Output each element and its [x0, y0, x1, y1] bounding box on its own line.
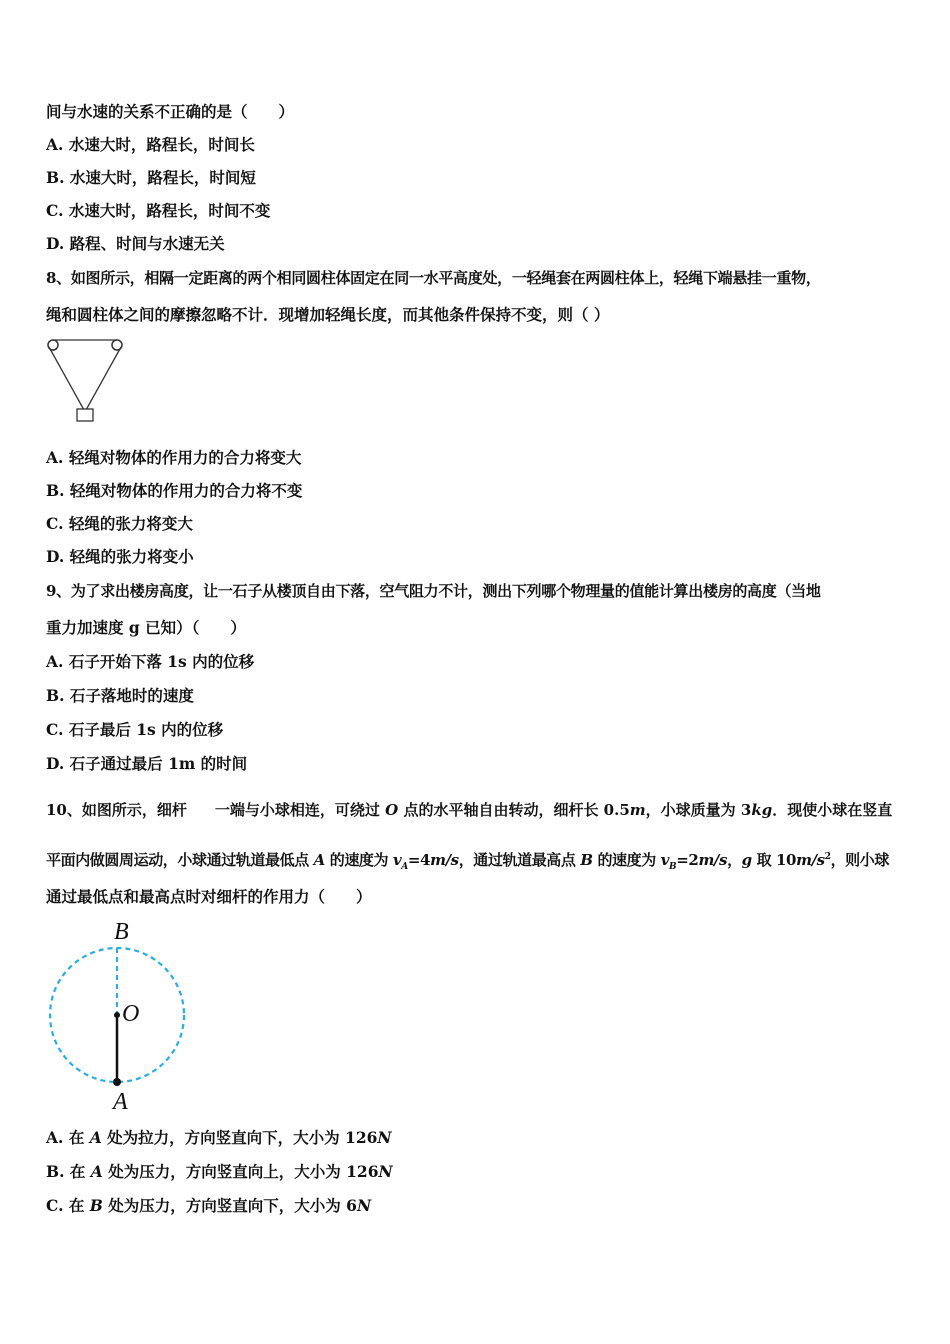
- q7-option-a: A. 水速大时，路程长，时间长: [46, 135, 255, 154]
- q7-option-c: C. 水速大时，路程长，时间不变: [46, 201, 271, 220]
- q8-figure-rope-cylinders: [44, 336, 128, 426]
- label-o: O: [122, 1001, 140, 1027]
- q10-stem-line1: 10、如图所示，细杆 一端与小球相连，可绕过 O 点的水平轴自由转动，细杆长 0.5m，小球质量为 3kg．现使小球在竖直: [46, 801, 893, 819]
- q7-option-d: D. 路程、时间与水速无关: [46, 234, 225, 253]
- q8-option-b: B. 轻绳对物体的作用力的合力将不变: [46, 481, 303, 500]
- q7-option-b: B. 水速大时，路程长，时间短: [46, 168, 256, 187]
- q8-option-d: D. 轻绳的张力将变小: [46, 547, 194, 566]
- q9-stem-line2: 重力加速度 g 已知）（ ）: [46, 618, 246, 637]
- q10-option-b: B. 在 A 处为压力，方向竖直向上，大小为 126N: [46, 1162, 393, 1181]
- q9-stem-line1: 9、为了求出楼房高度，让一石子从楼顶自由下落，空气阻力不计，测出下列哪个物理量的值能计算出楼房的高度（当地: [46, 582, 821, 600]
- q9-option-d: D. 石子通过最后 1m 的时间: [46, 754, 248, 773]
- q10-stem-line2: 平面内做圆周运动，小球通过轨道最低点 A 的速度为 $v_A=4m/s$，通过轨道最高点 B 的速度为 $v_B=2m/s$，g 取 $10m/s^2$，则小球: [46, 851, 889, 872]
- rope-left: [49, 347, 84, 410]
- q7-stem-tail: 间与水速的关系不正确的是（ ）: [46, 102, 295, 121]
- q8-stem-line2: 绳和圆柱体之间的摩擦忽略不计．现增加轻绳长度，而其他条件保持不变，则（ ）: [46, 305, 610, 324]
- pivot-point: [114, 1012, 120, 1018]
- q10-stem-line3: 通过最低点和最高点时对细杆的作用力（ ）: [46, 887, 372, 906]
- hanging-weight: [77, 409, 93, 421]
- q8-option-c: C. 轻绳的张力将变大: [46, 514, 193, 533]
- q9-option-b: B. 石子落地时的速度: [46, 686, 194, 705]
- q9-option-a: A. 石子开始下落 1s 内的位移: [46, 652, 255, 671]
- ball: [113, 1078, 121, 1086]
- q8-option-a: A. 轻绳对物体的作用力的合力将变大: [46, 448, 302, 467]
- label-b: B: [114, 919, 129, 945]
- q10-option-c: C. 在 B 处为压力，方向竖直向下，大小为 6N: [46, 1196, 372, 1215]
- q8-stem-line1: 8、如图所示，相隔一定距离的两个相同圆柱体固定在同一水平高度处，一轻绳套在两圆柱体上，轻绳下端悬挂一重物，: [46, 269, 821, 287]
- rope-right: [86, 347, 121, 410]
- label-a: A: [113, 1089, 128, 1115]
- q9-option-c: C. 石子最后 1s 内的位移: [46, 720, 224, 739]
- q10-option-a: A. 在 A 处为拉力，方向竖直向下，大小为 126N: [46, 1128, 392, 1147]
- q10-figure-circular-motion: [40, 915, 200, 1115]
